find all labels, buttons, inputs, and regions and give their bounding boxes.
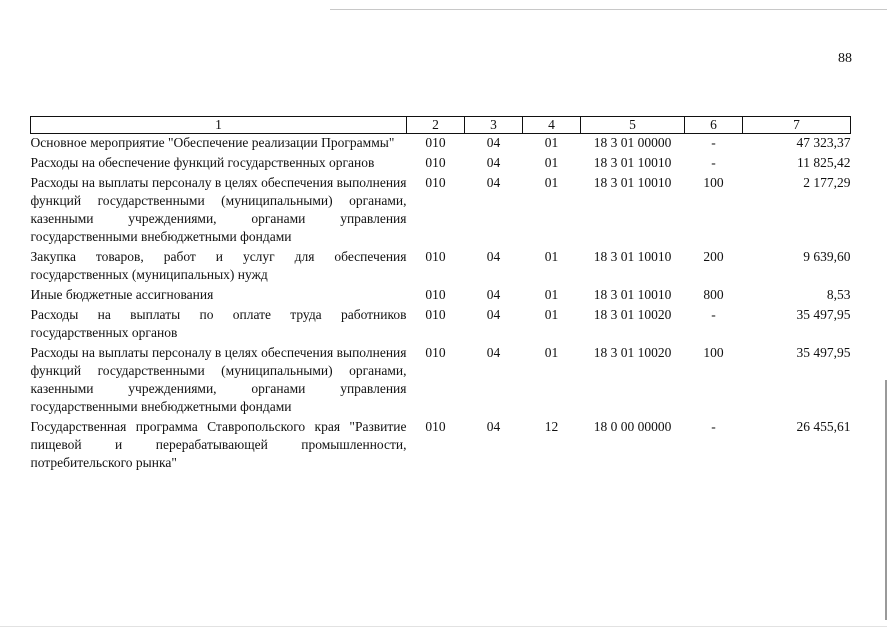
row-amount-cell: 47 323,37 <box>796 135 851 150</box>
table-row <box>31 154 851 174</box>
row-expense-type-cell: - <box>711 419 716 434</box>
row-subsection-cell: 01 <box>544 249 559 264</box>
row-section-cell: 04 <box>486 155 501 170</box>
row-ministry-cell: 010 <box>425 345 446 360</box>
row-section-cell: 04 <box>486 419 501 434</box>
table-row <box>31 134 851 155</box>
row-name-cell: Государственная программа Ставропольского края "Развитие пищевой и перерабатывающей промышленности, потребительского рынка" <box>30 419 407 470</box>
column-header-subsection: 4 <box>523 117 581 134</box>
row-name-cell: Иные бюджетные ассигнования <box>30 287 214 302</box>
row-section-cell: 04 <box>486 175 501 190</box>
row-ministry-cell: 010 <box>425 307 446 322</box>
row-subsection-cell: 12 <box>544 419 559 434</box>
row-subsection-cell: 01 <box>544 175 559 190</box>
row-ministry-cell: 010 <box>425 419 446 434</box>
row-expense-type-cell: - <box>711 155 716 170</box>
row-target-article-cell: 18 3 01 00000 <box>593 135 672 150</box>
row-target-article-cell: 18 3 01 10010 <box>593 287 672 302</box>
column-header-ministry: 2 <box>407 117 465 134</box>
row-target-article-cell: 18 3 01 10010 <box>593 249 672 264</box>
row-subsection-cell: 01 <box>544 135 559 150</box>
row-name-cell: Расходы на выплаты по оплате труда работников государственных органов <box>30 307 407 340</box>
row-name-cell: Закупка товаров, работ и услуг для обеспечения государственных (муниципальных) нужд <box>30 249 407 282</box>
table-body <box>31 134 851 475</box>
row-amount-cell: 9 639,60 <box>803 249 851 264</box>
table-row <box>31 306 851 344</box>
budget-table <box>30 116 851 474</box>
table-row <box>31 344 851 418</box>
row-subsection-cell: 01 <box>544 287 559 302</box>
page-number: 88 <box>838 51 852 66</box>
column-header-section: 3 <box>465 117 523 134</box>
column-header-target-article: 5 <box>581 117 685 134</box>
row-section-cell: 04 <box>486 345 501 360</box>
row-ministry-cell: 010 <box>425 155 446 170</box>
table-row <box>31 418 851 474</box>
row-name-cell: Основное мероприятие "Обеспечение реализации Программы" <box>30 135 395 150</box>
row-subsection-cell: 01 <box>544 155 559 170</box>
row-amount-cell: 35 497,95 <box>796 345 851 360</box>
row-ministry-cell: 010 <box>425 175 446 190</box>
row-name-cell: Расходы на выплаты персоналу в целях обеспечения выполнения функций государственными (муниципальными) органами, казенными учреждениями, органами управления государственными внебюджетными фондами <box>30 345 407 414</box>
row-expense-type-cell: - <box>711 135 716 150</box>
row-section-cell: 04 <box>486 249 501 264</box>
row-ministry-cell: 010 <box>425 135 446 150</box>
column-number-row <box>31 117 851 134</box>
column-header-expense-type: 6 <box>685 117 743 134</box>
row-amount-cell: 2 177,29 <box>803 175 851 190</box>
row-expense-type-cell: 800 <box>703 287 724 302</box>
row-section-cell: 04 <box>486 287 501 302</box>
table-row <box>31 248 851 286</box>
row-subsection-cell: 01 <box>544 345 559 360</box>
column-header-amount: 7 <box>743 117 851 134</box>
scan-bottom-edge-line <box>0 626 887 627</box>
row-amount-cell: 26 455,61 <box>796 419 851 434</box>
row-expense-type-cell: - <box>711 307 716 322</box>
row-name-cell: Расходы на обеспечение функций государственных органов <box>30 155 375 170</box>
row-amount-cell: 11 825,42 <box>797 155 851 170</box>
row-expense-type-cell: 100 <box>703 345 724 360</box>
row-amount-cell: 8,53 <box>826 287 851 302</box>
row-name-cell: Расходы на выплаты персоналу в целях обеспечения выполнения функций государственными (муниципальными) органами, казенными учреждениями, органами управления государственными внебюджетными фондами <box>30 175 407 244</box>
scan-top-edge-line <box>330 9 887 10</box>
row-target-article-cell: 18 3 01 10010 <box>593 155 672 170</box>
row-subsection-cell: 01 <box>544 307 559 322</box>
row-target-article-cell: 18 3 01 10020 <box>593 345 672 360</box>
row-target-article-cell: 18 3 01 10020 <box>593 307 672 322</box>
row-expense-type-cell: 200 <box>703 249 724 264</box>
table-row <box>31 286 851 306</box>
row-section-cell: 04 <box>486 307 501 322</box>
row-ministry-cell: 010 <box>425 249 446 264</box>
row-section-cell: 04 <box>486 135 501 150</box>
row-target-article-cell: 18 3 01 10010 <box>593 175 672 190</box>
row-amount-cell: 35 497,95 <box>796 307 851 322</box>
row-ministry-cell: 010 <box>425 287 446 302</box>
table-row <box>31 174 851 248</box>
row-expense-type-cell: 100 <box>703 175 724 190</box>
column-header-name: 1 <box>31 117 407 134</box>
row-target-article-cell: 18 0 00 00000 <box>593 419 672 434</box>
